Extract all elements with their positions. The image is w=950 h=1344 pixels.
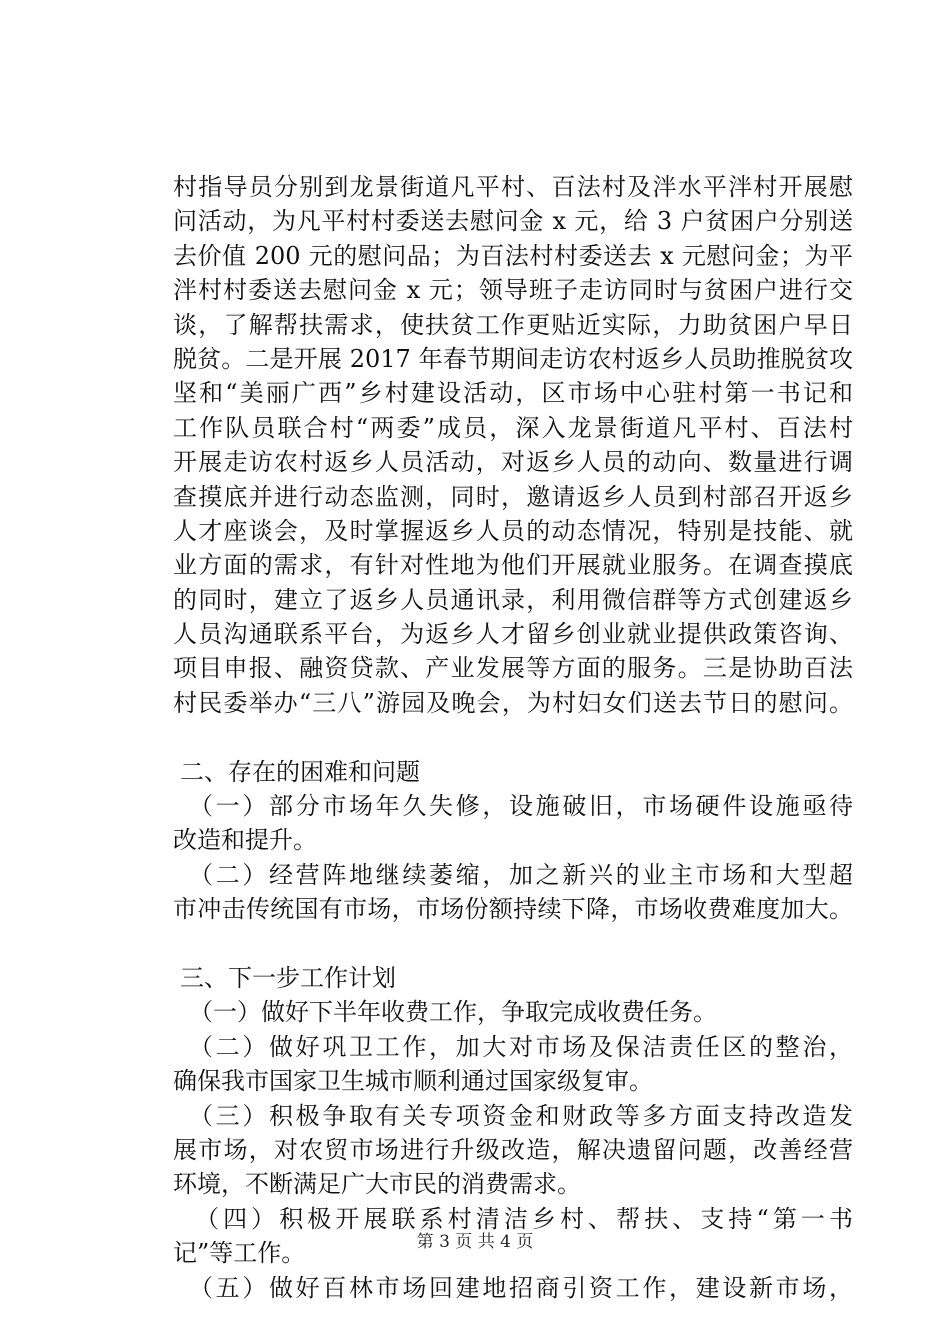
paragraph-line: 开展走访农村返乡人员活动，对返乡人员的动向、数量进行调 bbox=[173, 448, 853, 477]
paragraph-line: 泮村村委送去慰问金 x 元；领导班子走访同时与贫困户进行交 bbox=[173, 276, 853, 305]
paragraph-line: 改造和提升。 bbox=[173, 826, 317, 855]
paragraph-line: 展市场，对农贸市场进行升级改造，解决遗留问题，改善经营 bbox=[173, 1135, 853, 1164]
paragraph-line: 业方面的需求，有针对性地为他们开展就业服务。在调查摸底 bbox=[173, 551, 853, 580]
section-heading-difficulties: 二、存在的困难和问题 bbox=[180, 757, 420, 786]
paragraph-line: 人才座谈会，及时掌握返乡人员的动态情况，特别是技能、就 bbox=[173, 516, 853, 545]
paragraph-line: 谈，了解帮扶需求，使扶贫工作更贴近实际，力助贫困户早日 bbox=[173, 310, 853, 339]
paragraph-line: 项目申报、融资贷款、产业发展等方面的服务。三是协助百法 bbox=[173, 654, 853, 683]
paragraph-line: 去价值 200 元的慰问品；为百法村村委送去 x 元慰问金；为平 bbox=[173, 241, 853, 270]
document-body bbox=[173, 170, 853, 1305]
paragraph-line: 查摸底并进行动态监测，同时，邀请返乡人员到村部召开返乡 bbox=[173, 482, 853, 511]
paragraph-line: 工作队员联合村“两委”成员，深入龙景街道凡平村、百法村 bbox=[173, 413, 853, 442]
paragraph-line: （一）部分市场年久失修，设施破旧，市场硬件设施亟待 bbox=[189, 792, 853, 821]
section-heading-next-steps: 三、下一步工作计划 bbox=[180, 963, 396, 992]
paragraph-line: 的同时，建立了返乡人员通讯录，利用微信群等方式创建返乡 bbox=[173, 585, 853, 614]
page-footer: 第 3 页 共 4 页 bbox=[416, 1232, 534, 1252]
paragraph-gap bbox=[173, 720, 853, 754]
paragraph-line: 村指导员分别到龙景街道凡平村、百法村及泮水平泮村开展慰 bbox=[173, 173, 853, 201]
paragraph-gap bbox=[173, 927, 853, 961]
paragraph-line: （二）经营阵地继续萎缩，加之新兴的业主市场和大型超 bbox=[189, 860, 853, 889]
paragraph-line: 记”等工作。 bbox=[173, 1239, 306, 1268]
paragraph-line: （五）做好百林市场回建地招商引资工作，建设新市场， bbox=[189, 1273, 853, 1302]
paragraph-line: 市冲击传统国有市场，市场份额持续下降，市场收费难度加大。 bbox=[173, 895, 853, 924]
paragraph-line: 环境，不断满足广大市民的消费需求。 bbox=[173, 1170, 581, 1199]
paragraph-line: 脱贫。二是开展 2017 年春节期间走访农村返乡人员助推脱贫攻 bbox=[173, 344, 853, 373]
paragraph-line: 确保我市国家卫生城市顺利通过国家级复审。 bbox=[173, 1067, 653, 1096]
paragraph-line: （二）做好巩卫工作，加大对市场及保洁责任区的整治， bbox=[189, 1032, 853, 1061]
paragraph-line: （三）积极争取有关专项资金和财政等多方面支持改造发 bbox=[189, 1101, 853, 1130]
paragraph-line: 人员沟通联系平台，为返乡人才留乡创业就业提供政策咨询、 bbox=[173, 620, 853, 649]
paragraph-line: （一）做好下半年收费工作，争取完成收费任务。 bbox=[189, 998, 717, 1027]
paragraph-line: 坚和“美丽广西”乡村建设活动，区市场中心驻村第一书记和 bbox=[173, 379, 853, 408]
paragraph-line: （四）积极开展联系村清洁乡村、帮扶、支持“第一书 bbox=[195, 1204, 853, 1233]
paragraph-line: 村民委举办“三八”游园及晚会，为村妇女们送去节日的慰问。 bbox=[173, 688, 853, 717]
paragraph-line: 问活动，为凡平村村委送去慰问金 x 元，给 3 户贫困户分别送 bbox=[173, 207, 853, 236]
